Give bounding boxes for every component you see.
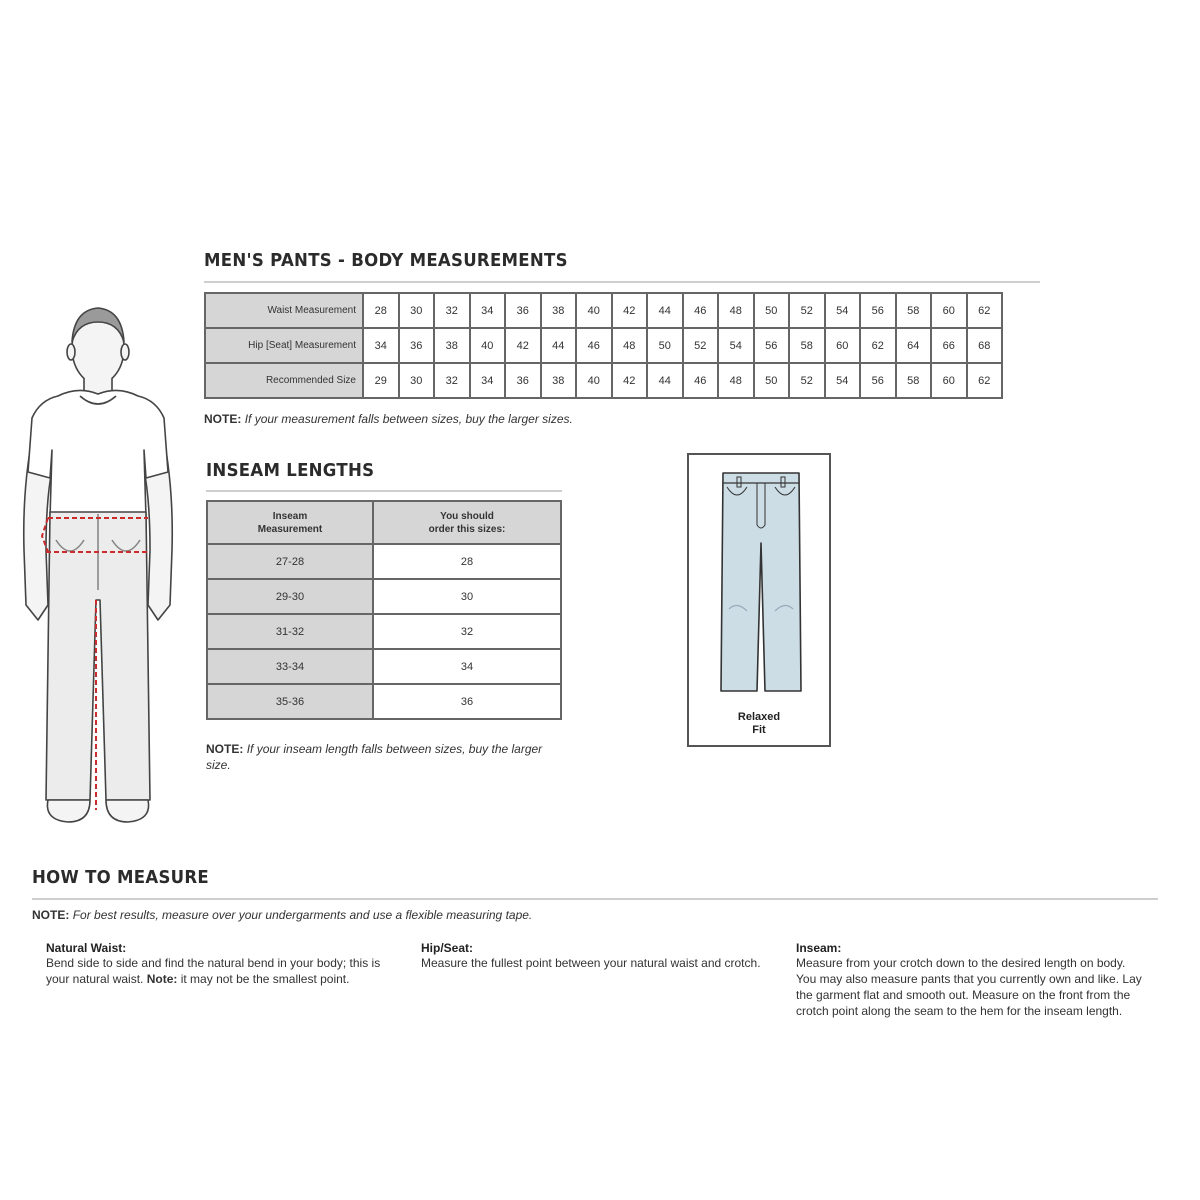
natural-waist-note-label: Note:: [146, 972, 178, 986]
measurement-cell: 48: [718, 293, 754, 328]
measurement-cell: 46: [683, 363, 719, 398]
measurement-cell: 54: [825, 293, 861, 328]
measurement-cell: 34: [363, 328, 399, 363]
inseam-row: [207, 614, 561, 649]
how-to-measure-title: HOW TO MEASURE: [32, 867, 210, 888]
measurement-cell: 60: [825, 328, 861, 363]
how-to-measure-note: [32, 908, 532, 922]
measurement-cell: 64: [896, 328, 932, 363]
measurement-cell: 66: [931, 328, 967, 363]
measurement-cell: 34: [470, 293, 506, 328]
measurement-cell: 30: [399, 293, 435, 328]
inseam-measurement-cell: 35-36: [207, 684, 373, 719]
measurement-cell: 62: [967, 363, 1003, 398]
measurement-cell: 58: [789, 328, 825, 363]
measurement-cell: 30: [399, 363, 435, 398]
measurement-cell: 28: [363, 293, 399, 328]
measurement-cell: 46: [576, 328, 612, 363]
inseam-row: [207, 544, 561, 579]
row-label: Hip [Seat] Measurement: [205, 328, 363, 363]
measurement-cell: 42: [505, 328, 541, 363]
measurement-cell: 62: [860, 328, 896, 363]
measurement-cell: 32: [434, 293, 470, 328]
measurement-cell: 42: [612, 363, 648, 398]
natural-waist-text-part: Bend side to side and find the natural bend in your body; this is your natural waist.: [46, 956, 381, 986]
measurement-row: [205, 363, 1002, 398]
natural-waist-text: [46, 955, 386, 987]
inseam-measurement-cell: 29-30: [207, 579, 373, 614]
measurement-cell: 50: [754, 363, 790, 398]
measurement-cell: 52: [789, 363, 825, 398]
inseam-size-cell: 32: [373, 614, 561, 649]
inseam-instructions: [796, 941, 1142, 1019]
relaxed-fit-card: [687, 453, 831, 747]
measurement-cell: 40: [576, 363, 612, 398]
inseam-row: [207, 649, 561, 684]
relaxed-fit-pants-icon: [717, 469, 805, 705]
measurement-cell: 62: [967, 293, 1003, 328]
measurement-cell: 52: [683, 328, 719, 363]
inseam-size-cell: 36: [373, 684, 561, 719]
inseam-title: INSEAM LENGTHS: [206, 460, 375, 481]
measurement-cell: 32: [434, 363, 470, 398]
measurement-cell: 56: [860, 363, 896, 398]
measurement-cell: 38: [541, 293, 577, 328]
note-text: If your inseam length falls between sizes, buy the larger size.: [206, 742, 543, 772]
note-text: If your measurement falls between sizes, buy the larger sizes.: [244, 412, 573, 426]
inseam-text: Measure from your crotch down to the desired length on body. You may also measure pants that you currently own and like. Lay the garment flat and smooth out. Measure on the front from the crotch point along the seam to the hem for the inseam length.: [796, 956, 1142, 1018]
natural-waist-instructions: [46, 941, 386, 987]
inseam-measurement-cell: 33-34: [207, 649, 373, 684]
measurement-cell: 38: [541, 363, 577, 398]
measurement-cell: 40: [470, 328, 506, 363]
inseam-heading: Inseam:: [796, 941, 842, 955]
measurement-cell: 40: [576, 293, 612, 328]
measurement-cell: 48: [718, 363, 754, 398]
measurement-cell: 58: [896, 293, 932, 328]
measurement-cell: 46: [683, 293, 719, 328]
inseam-divider: [206, 490, 562, 492]
inseam-header-size: You should order this sizes:: [373, 501, 561, 544]
measurement-cell: 29: [363, 363, 399, 398]
body-measurements-title: MEN'S PANTS - BODY MEASUREMENTS: [204, 250, 568, 271]
measurement-cell: 52: [789, 293, 825, 328]
natural-waist-heading: Natural Waist:: [46, 941, 127, 955]
row-label: Recommended Size: [205, 363, 363, 398]
body-measurements-note: [204, 412, 573, 426]
body-measurements-divider: [204, 281, 1040, 283]
row-label: Waist Measurement: [205, 293, 363, 328]
hip-seat-text: Measure the fullest point between your natural waist and crotch.: [421, 956, 761, 970]
measurement-cell: 34: [470, 363, 506, 398]
natural-waist-text-part: it may not be the smallest point.: [177, 972, 350, 986]
body-measurements-table: [204, 292, 1003, 399]
measurement-cell: 48: [612, 328, 648, 363]
measurement-cell: 44: [647, 363, 683, 398]
inseam-row: [207, 684, 561, 719]
inseam-measurement-cell: 31-32: [207, 614, 373, 649]
measurement-cell: 38: [434, 328, 470, 363]
inseam-measurement-cell: 27-28: [207, 544, 373, 579]
measurement-cell: 56: [754, 328, 790, 363]
note-label: NOTE:: [206, 742, 244, 756]
measurement-cell: 56: [860, 293, 896, 328]
measurement-cell: 42: [612, 293, 648, 328]
inseam-size-cell: 28: [373, 544, 561, 579]
inseam-note: [206, 741, 556, 773]
inseam-size-cell: 34: [373, 649, 561, 684]
measurement-cell: 44: [647, 293, 683, 328]
inseam-row: [207, 579, 561, 614]
measurement-cell: 36: [505, 363, 541, 398]
measurement-cell: 58: [896, 363, 932, 398]
note-label: NOTE:: [204, 412, 242, 426]
measurement-cell: 60: [931, 363, 967, 398]
inseam-header-measurement: Inseam Measurement: [207, 501, 373, 544]
measurement-row: [205, 293, 1002, 328]
relaxed-fit-label: Relaxed Fit: [737, 711, 781, 736]
note-label: NOTE:: [32, 908, 70, 922]
measurement-cell: 54: [718, 328, 754, 363]
measurement-cell: 44: [541, 328, 577, 363]
measurement-cell: 68: [967, 328, 1003, 363]
measurement-cell: 50: [754, 293, 790, 328]
measurement-cell: 60: [931, 293, 967, 328]
measurement-cell: 54: [825, 363, 861, 398]
inseam-table: [206, 500, 562, 720]
measurement-cell: 36: [399, 328, 435, 363]
measurement-cell: 36: [505, 293, 541, 328]
how-to-measure-divider: [32, 898, 1158, 900]
hip-seat-heading: Hip/Seat:: [421, 941, 474, 955]
measurement-row: [205, 328, 1002, 363]
inseam-size-cell: 30: [373, 579, 561, 614]
note-text: For best results, measure over your undergarments and use a flexible measuring tape.: [72, 908, 533, 922]
man-figure-illustration: [18, 300, 178, 830]
hip-seat-instructions: [421, 941, 761, 971]
measurement-cell: 50: [647, 328, 683, 363]
